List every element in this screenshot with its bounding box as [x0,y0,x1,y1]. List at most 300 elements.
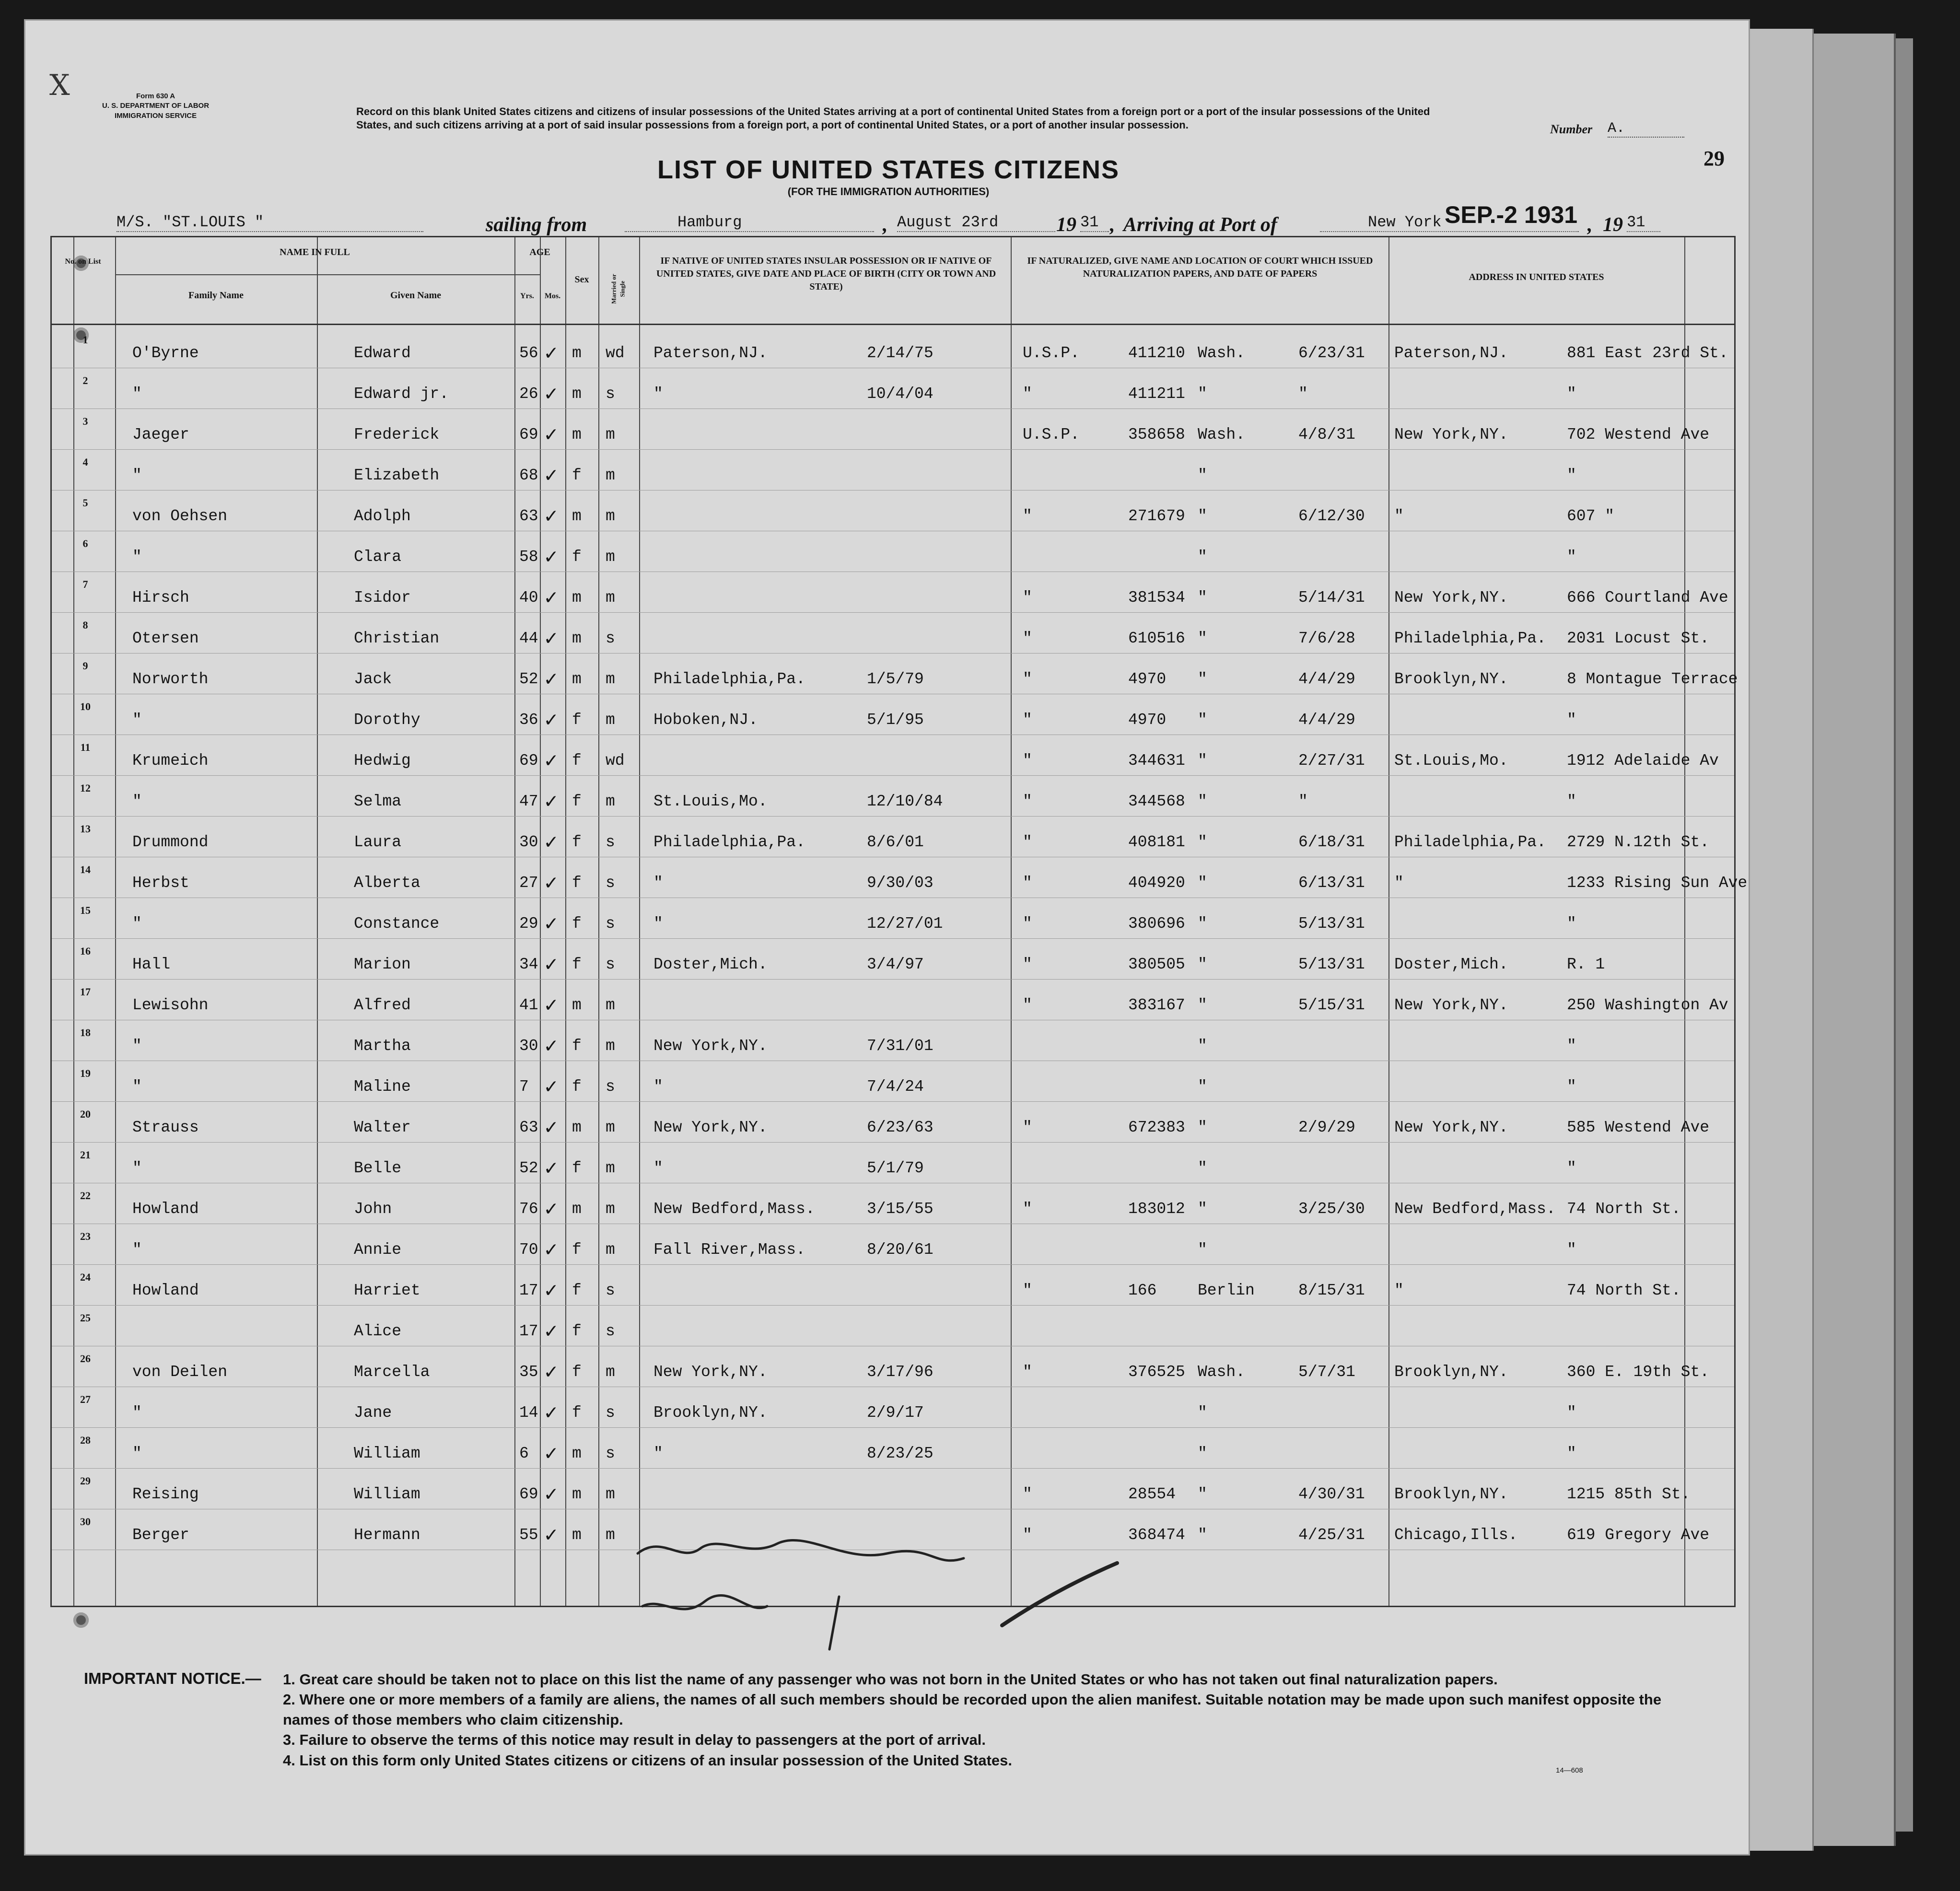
cell-yrs: 58 [519,548,538,566]
cell-sex: f [572,1241,582,1259]
checkmark-icon: ✓ [545,1320,558,1344]
cell-addr-street: 1215 85th St. [1567,1485,1691,1503]
cell-sex: m [572,1445,582,1462]
cell-birthdate: 3/17/96 [867,1363,933,1381]
cell-yrs: 40 [519,589,538,607]
cell-status: s [606,833,615,851]
cell-yrs: 36 [519,711,538,729]
cell-court-loc: " [1198,711,1207,729]
cell-court: " [1023,833,1032,851]
cell-court-loc: " [1198,1485,1207,1503]
cell-court-loc: " [1198,793,1207,810]
cell-addr-city: New York,NY. [1394,1119,1508,1136]
cell-given: John [354,1200,392,1218]
checkmark-icon: ✓ [545,913,558,937]
checkmark-icon: ✓ [545,750,558,774]
cell-court-loc: " [1198,752,1207,770]
cell-sex: m [572,589,582,607]
cell-addr-street: 2031 Locust St. [1567,630,1710,647]
checkmark-icon: ✓ [545,1280,558,1304]
cell-birthdate: 2/9/17 [867,1404,924,1422]
cell-family: " [132,1241,142,1259]
checkmark-icon: ✓ [545,1035,558,1059]
cell-birthplace: " [653,1445,663,1462]
cell-nat-date: 6/13/31 [1298,874,1365,892]
cell-birthdate: 7/4/24 [867,1078,924,1096]
departure-year: 31 [1080,213,1109,232]
cell-addr-street: 666 Courtland Ave [1567,589,1728,607]
cell-family: Howland [132,1282,199,1299]
cell-addr-street: " [1567,793,1576,810]
cell-cert: 411211 [1128,385,1185,403]
row-number: 9 [82,660,88,672]
cell-given: Harriet [354,1282,420,1299]
row-number: 16 [80,945,91,957]
cell-status: s [606,874,615,892]
cell-nat-date: 5/14/31 [1298,589,1365,607]
cell-birthdate: 12/10/84 [867,793,943,810]
cell-cert: 344631 [1128,752,1185,770]
cell-cert: 344568 [1128,793,1185,810]
cell-cert: 380505 [1128,956,1185,973]
cell-court-loc: Berlin [1198,1282,1255,1299]
col-header-address: ADDRESS IN UNITED STATES [1469,272,1604,282]
cell-given: Alfred [354,996,411,1014]
cell-court-loc: " [1198,1241,1207,1259]
cell-sex: f [572,1159,582,1177]
cell-nat-date: 3/25/30 [1298,1200,1365,1218]
cell-sex: m [572,426,582,444]
cell-cert: 380696 [1128,915,1185,933]
cell-given: Isidor [354,589,411,607]
cell-status: m [606,996,615,1014]
cell-birthplace: New York,NY. [653,1363,768,1381]
cell-family: Herbst [132,874,189,892]
row-number: 2 [82,374,88,386]
cell-yrs: 52 [519,1159,538,1177]
cell-court-loc: " [1198,385,1207,403]
cell-birthdate: 8/23/25 [867,1445,933,1462]
cell-given: Elizabeth [354,467,440,484]
cell-birthdate: 7/31/01 [867,1037,933,1055]
signature-stroke [1002,1563,1117,1625]
cell-yrs: 56 [519,344,538,362]
cell-yrs: 68 [519,467,538,484]
cell-sex: f [572,1404,582,1422]
cell-court-loc: " [1198,1119,1207,1136]
cell-court-loc: " [1198,630,1207,647]
cell-cert: 408181 [1128,833,1185,851]
cell-sex: f [572,467,582,484]
cell-court: " [1023,589,1032,607]
cell-status: m [606,1526,615,1544]
checkmark-icon: ✓ [545,587,558,611]
cell-addr-street: " [1567,1078,1576,1096]
cell-nat-date: 2/27/31 [1298,752,1365,770]
row-number: 14 [80,864,91,875]
cell-family: Hall [132,956,171,973]
cell-addr-city: New Bedford,Mass. [1394,1200,1556,1218]
col-header-married-single: Married or Single [610,274,626,304]
cell-nat-date: 2/9/29 [1298,1119,1355,1136]
checkmark-icon: ✓ [545,1157,558,1181]
cell-family: " [132,915,142,933]
cell-addr-city: Brooklyn,NY. [1394,1363,1508,1381]
cell-court-loc: " [1198,548,1207,566]
cell-birthplace: Paterson,NJ. [653,344,768,362]
checkmark-icon: ✓ [545,791,558,815]
cell-addr-street: R. 1 [1567,956,1605,973]
cell-given: Walter [354,1119,411,1136]
cell-birthplace: " [653,1159,663,1177]
cell-family: " [132,467,142,484]
cell-addr-street: " [1567,711,1576,729]
cell-court-loc: " [1198,874,1207,892]
cell-status: m [606,507,615,525]
cell-family: von Deilen [132,1363,228,1381]
notice-item: 1. Great care should be taken not to place on this list the name of any passenger who was not born in the United States or who has not taken out final naturalization papers. [283,1671,1498,1688]
cell-addr-street: " [1567,467,1576,484]
cell-addr-city: Brooklyn,NY. [1394,1485,1508,1503]
checkmark-icon: ✓ [545,1402,558,1426]
cell-yrs: 26 [519,385,538,403]
cell-court: " [1023,385,1032,403]
cell-given: Alberta [354,874,420,892]
col-header-name-in-full: NAME IN FULL [280,247,350,257]
cell-addr-street: 1233 Rising Sun Ave [1567,874,1748,892]
cell-yrs: 34 [519,956,538,973]
checkmark-icon: ✓ [545,465,558,489]
cell-status: wd [606,752,625,770]
cell-given: Christian [354,630,440,647]
cell-status: m [606,711,615,729]
cell-birthplace: Hoboken,NJ. [653,711,758,729]
cell-given: Maline [354,1078,411,1096]
row-number: 3 [82,415,88,427]
cell-addr-street: 8 Montague Terrace [1567,670,1738,688]
cell-status: m [606,1037,615,1055]
notice-item: 3. Failure to observe the terms of this notice may result in delay to passengers at the port of arrival. [283,1731,986,1749]
cell-status: s [606,1404,615,1422]
cell-status: s [606,385,615,403]
cell-cert: 383167 [1128,996,1185,1014]
cell-given: Selma [354,793,402,810]
cell-birthdate: 5/1/79 [867,1159,924,1177]
checkmark-icon: ✓ [545,546,558,570]
cell-cert: 610516 [1128,630,1185,647]
page-subtitle: (FOR THE IMMIGRATION AUTHORITIES) [787,186,990,198]
cell-status: m [606,1241,615,1259]
notice-list [283,1669,1712,1771]
cell-sex: m [572,1200,582,1218]
cell-family: " [132,385,142,403]
cell-given: Edward jr. [354,385,449,403]
cell-family: " [132,548,142,566]
cell-given: William [354,1445,420,1462]
cell-addr-street: 585 Westend Ave [1567,1119,1710,1136]
cell-family: Reising [132,1485,199,1503]
row-number: 15 [80,904,91,916]
cell-birthplace: St.Louis,Mo. [653,793,768,810]
cell-court: " [1023,1200,1032,1218]
row-number: 23 [80,1230,91,1242]
cell-cert: 404920 [1128,874,1185,892]
cell-addr-city: Doster,Mich. [1394,956,1508,973]
cell-birthplace: Fall River,Mass. [653,1241,805,1259]
cell-court: " [1023,915,1032,933]
checkmark-icon: ✓ [545,342,558,366]
checkmark-icon: ✓ [545,831,558,855]
cell-addr-street: 74 North St. [1567,1282,1681,1299]
cell-addr-street: " [1567,1241,1576,1259]
cell-yrs: 17 [519,1282,538,1299]
checkmark-icon: ✓ [545,1076,558,1100]
cell-court-loc: " [1198,833,1207,851]
cell-nat-date: 5/7/31 [1298,1363,1355,1381]
cell-cert: 4970 [1128,711,1167,729]
cell-court-loc: " [1198,1526,1207,1544]
cell-court-loc: " [1198,670,1207,688]
cell-sex: m [572,344,582,362]
cell-status: m [606,589,615,607]
row-number: 18 [80,1027,91,1039]
cell-cert: 271679 [1128,507,1185,525]
cell-addr-street: 881 East 23rd St. [1567,344,1728,362]
cell-yrs: 7 [519,1078,529,1096]
cell-family: " [132,1078,142,1096]
cell-nat-date: 4/30/31 [1298,1485,1365,1503]
cell-family: Strauss [132,1119,199,1136]
cell-status: m [606,1159,615,1177]
cell-nat-date: 4/25/31 [1298,1526,1365,1544]
cell-given: Annie [354,1241,402,1259]
cell-family: Jaeger [132,426,189,444]
cell-nat-date: 6/12/30 [1298,507,1365,525]
cell-yrs: 63 [519,1119,538,1136]
departure-year-prefix: 19 [1056,214,1076,236]
cell-birthplace: Philadelphia,Pa. [653,670,805,688]
row-number: 8 [82,619,88,631]
cell-court-loc: " [1198,996,1207,1014]
cell-given: Hedwig [354,752,411,770]
cell-cert: 368474 [1128,1526,1185,1544]
cell-status: s [606,1322,615,1340]
cell-given: Martha [354,1037,411,1055]
cell-nat-date: 7/6/28 [1298,630,1355,647]
cell-birthplace: New York,NY. [653,1037,768,1055]
cell-status: s [606,1078,615,1096]
cell-court-loc: Wash. [1198,426,1246,444]
cell-addr-city: New York,NY. [1394,589,1508,607]
row-number: 22 [80,1190,91,1202]
cell-birthplace: " [653,385,663,403]
cell-addr-city: " [1394,1282,1404,1299]
cell-status: s [606,956,615,973]
department-name: U. S. DEPARTMENT OF LABOR [102,102,210,110]
arrival-year: 31 [1627,213,1660,232]
checkmark-icon: ✓ [545,1117,558,1141]
cell-cert: 28554 [1128,1485,1176,1503]
cell-court: " [1023,711,1032,729]
cell-nat-date: " [1298,793,1308,810]
cell-family: O'Byrne [132,344,199,362]
cell-yrs: 52 [519,670,538,688]
cell-status: m [606,1119,615,1136]
cell-birthplace: Doster,Mich. [653,956,768,973]
checkmark-icon: ✓ [545,994,558,1018]
cell-birthdate: 8/20/61 [867,1241,933,1259]
checkmark-icon: ✓ [545,1239,558,1263]
cell-yrs: 14 [519,1404,538,1422]
cell-court: U.S.P. [1023,344,1080,362]
cell-status: wd [606,344,625,362]
cell-addr-city: New York,NY. [1394,996,1508,1014]
checkmark-icon: ✓ [545,1443,558,1467]
cell-family: Lewisohn [132,996,209,1014]
checkmark-icon: ✓ [545,872,558,896]
checkmark-icon: ✓ [545,1483,558,1507]
cell-cert: 166 [1128,1282,1157,1299]
form-id: Form 630 A [136,92,175,100]
col-header-no: No. on List [65,257,101,266]
cell-cert: 381534 [1128,589,1185,607]
cell-nat-date: 5/13/31 [1298,915,1365,933]
cell-sex: f [572,1322,582,1340]
cell-addr-street: " [1567,1037,1576,1055]
cell-addr-street: 2729 N.12th St. [1567,833,1710,851]
cell-yrs: 27 [519,874,538,892]
cell-family: Berger [132,1526,189,1544]
row-number: 7 [82,578,88,590]
cell-family: Howland [132,1200,199,1218]
cell-birthplace: Philadelphia,Pa. [653,833,805,851]
col-header-age: AGE [529,247,550,257]
cell-status: s [606,1445,615,1462]
cell-sex: f [572,1037,582,1055]
cell-court-loc: " [1198,1200,1207,1218]
cell-given: Belle [354,1159,402,1177]
col-header-family-name: Family Name [188,290,244,301]
cell-sex: f [572,1078,582,1096]
departure-date: August 23rd [897,213,1055,232]
cell-nat-date: 4/4/29 [1298,711,1355,729]
cell-yrs: 70 [519,1241,538,1259]
cell-court: " [1023,874,1032,892]
cell-sex: m [572,1526,582,1544]
cell-sex: m [572,1119,582,1136]
cell-given: Edward [354,344,411,362]
cell-addr-street: 74 North St. [1567,1200,1681,1218]
arrival-year-prefix: 19 [1603,214,1623,236]
cell-given: Clara [354,548,402,566]
cell-status: m [606,426,615,444]
row-number: 4 [82,456,88,468]
cell-status: m [606,548,615,566]
row-number: 6 [82,537,88,549]
cell-sex: f [572,752,582,770]
cell-nat-date: 4/4/29 [1298,670,1355,688]
cell-court-loc: " [1198,915,1207,933]
cell-nat-date: " [1298,385,1308,403]
form-instructions: Record on this blank United States citizens and citizens of insular possessions of the United States arriving at a port of continental United States from a foreign port or a port of the insular possessions of the United States, and such citizens arriving at a port of said insular possessions from a foreign port, a port of continental United States, or a port of another insular possession. [356,105,1430,131]
cell-yrs: 63 [519,507,538,525]
cell-addr-street: " [1567,548,1576,566]
cell-cert: 183012 [1128,1200,1185,1218]
checkmark-icon: ✓ [545,505,558,529]
cell-court: " [1023,793,1032,810]
cell-sex: m [572,385,582,403]
cell-given: Laura [354,833,402,851]
cell-given: Adolph [354,507,411,525]
cell-sex: f [572,793,582,810]
cell-given: Jane [354,1404,392,1422]
number-label: Number [1550,122,1593,136]
cell-birthdate: 1/5/79 [867,670,924,688]
cell-family: " [132,1445,142,1462]
cell-yrs: 44 [519,630,538,647]
cell-addr-city: St.Louis,Mo. [1394,752,1508,770]
cell-addr-city: " [1394,507,1404,525]
cell-family: " [132,793,142,810]
col-header-mos: Mos. [544,292,561,300]
cell-addr-street: " [1567,385,1576,403]
cell-court: " [1023,752,1032,770]
row-number: 29 [80,1475,91,1487]
cell-given: William [354,1485,420,1503]
cell-status: m [606,1485,615,1503]
cell-court: " [1023,1363,1032,1381]
number-value: A. [1608,120,1684,138]
cell-family: Hirsch [132,589,189,607]
row-number: 1 [82,334,88,346]
row-number: 24 [80,1271,91,1283]
cell-cert: 411210 [1128,344,1185,362]
departure-port: Hamburg [625,213,874,232]
cell-sex: f [572,1363,582,1381]
cell-status: m [606,1363,615,1381]
cell-court-loc: " [1198,1159,1207,1177]
cell-yrs: 69 [519,1485,538,1503]
cell-nat-date: 4/8/31 [1298,426,1355,444]
cell-yrs: 30 [519,833,538,851]
cell-addr-street: " [1567,1404,1576,1422]
cell-family: " [132,1404,142,1422]
cell-court-loc: " [1198,1404,1207,1422]
cell-family: " [132,1159,142,1177]
cell-cert: 376525 [1128,1363,1185,1381]
cell-cert: 358658 [1128,426,1185,444]
checkmark-icon: ✓ [545,1361,558,1385]
cell-court-loc: " [1198,467,1207,484]
cell-court-loc: " [1198,589,1207,607]
cell-yrs: 35 [519,1363,538,1381]
row-number: 19 [80,1067,91,1079]
cell-yrs: 41 [519,996,538,1014]
cell-court: " [1023,630,1032,647]
cell-court: " [1023,956,1032,973]
cell-birthdate: 3/15/55 [867,1200,933,1218]
cell-addr-street: " [1567,915,1576,933]
cell-sex: m [572,996,582,1014]
cell-sex: m [572,1485,582,1503]
form-number: 14—608 [1556,1766,1583,1774]
cell-court: " [1023,996,1032,1014]
cell-yrs: 30 [519,1037,538,1055]
cell-birthdate: 9/30/03 [867,874,933,892]
cell-family: Krumeich [132,752,209,770]
cell-birthplace: New York,NY. [653,1119,768,1136]
cell-sex: m [572,507,582,525]
